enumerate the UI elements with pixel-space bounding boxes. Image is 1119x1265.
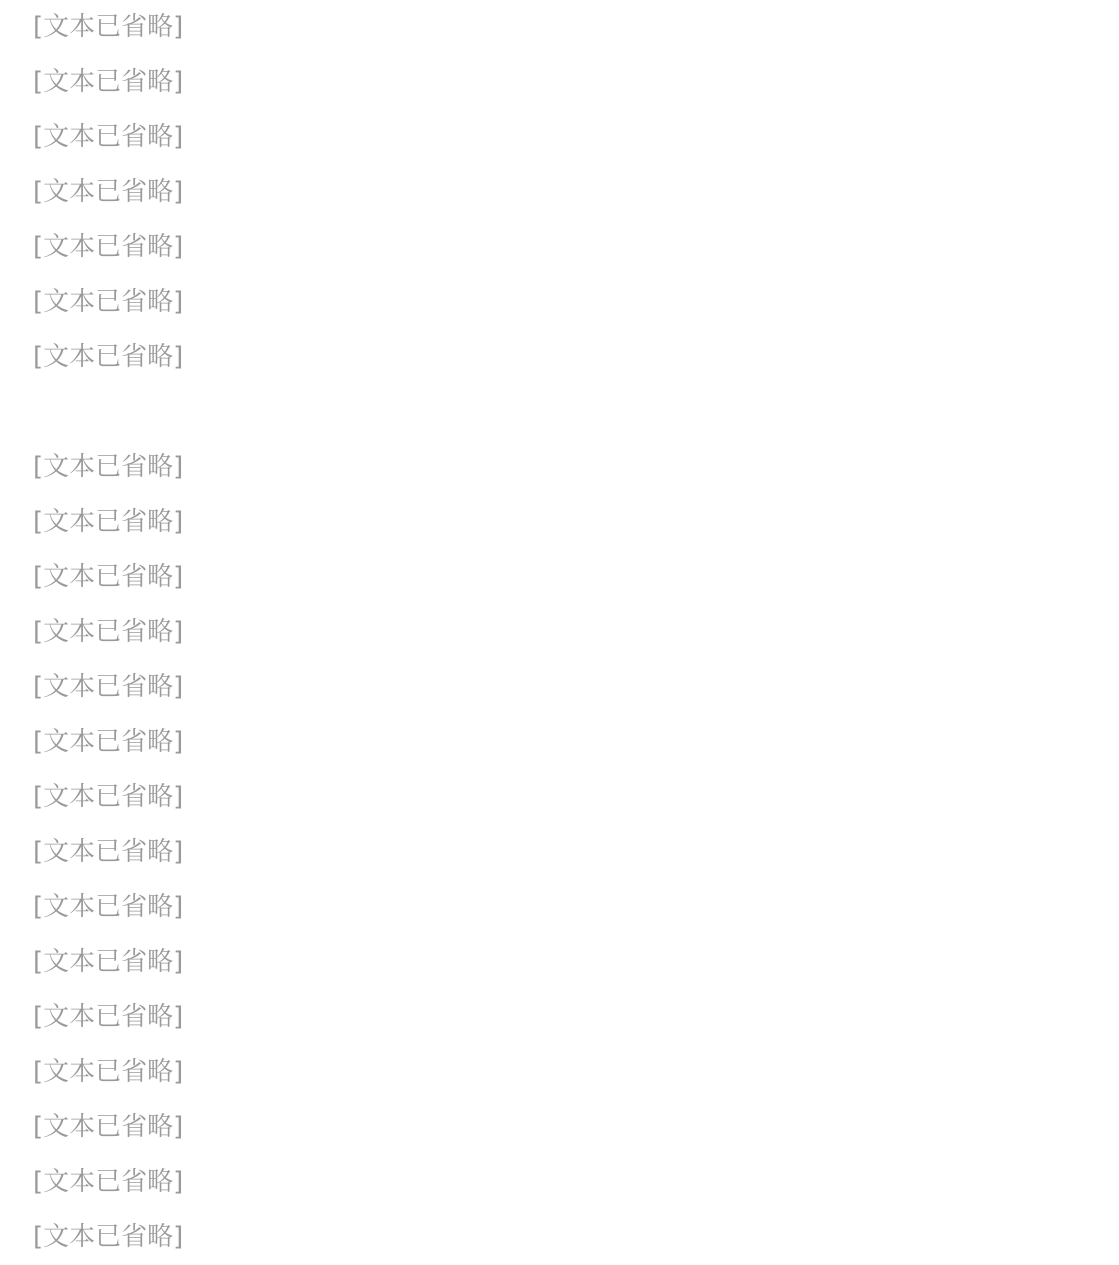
text-line-placeholder: [文本已省略] <box>33 1112 184 1142</box>
text-line-placeholder: [文本已省略] <box>33 287 184 317</box>
text-line-placeholder: [文本已省略] <box>33 177 184 207</box>
text-line-placeholder: [文本已省略] <box>33 562 184 592</box>
paragraph <box>33 440 1099 495</box>
text-line-placeholder: [文本已省略] <box>33 507 184 537</box>
text-line-placeholder: [文本已省略] <box>33 1167 184 1197</box>
paragraph <box>33 1045 1099 1155</box>
text-line-placeholder: [文本已省略] <box>33 12 184 42</box>
text-line-placeholder: [文本已省略] <box>33 122 184 152</box>
paragraph <box>33 605 1099 825</box>
paragraph <box>33 495 1099 605</box>
text-line-placeholder: [文本已省略] <box>33 617 184 647</box>
text-line-placeholder: [文本已省略] <box>33 1057 184 1087</box>
text-line-placeholder: [文本已省略] <box>33 837 184 867</box>
paragraph <box>33 55 1099 165</box>
blank-line <box>33 385 1099 440</box>
text-line-placeholder: [文本已省略] <box>33 947 184 977</box>
paragraph <box>33 825 1099 935</box>
text-line-placeholder: [文本已省略] <box>33 1222 184 1252</box>
paragraph <box>33 1155 1099 1265</box>
text-line-placeholder: [文本已省略] <box>33 782 184 812</box>
text-line-placeholder: [文本已省略] <box>33 892 184 922</box>
text-line-placeholder: [文本已省略] <box>33 727 184 757</box>
text-line-placeholder: [文本已省略] <box>33 452 184 482</box>
text-line-placeholder: [文本已省略] <box>33 672 184 702</box>
paragraph <box>33 275 1099 385</box>
text-line-placeholder: [文本已省略] <box>33 232 184 262</box>
paragraph <box>33 165 1099 275</box>
text-line-placeholder: [文本已省略] <box>33 342 184 372</box>
paragraph <box>33 935 1099 1045</box>
paragraph <box>33 0 1099 55</box>
text-line-placeholder: [文本已省略] <box>33 1002 184 1032</box>
text-line-placeholder: [文本已省略] <box>33 67 184 97</box>
